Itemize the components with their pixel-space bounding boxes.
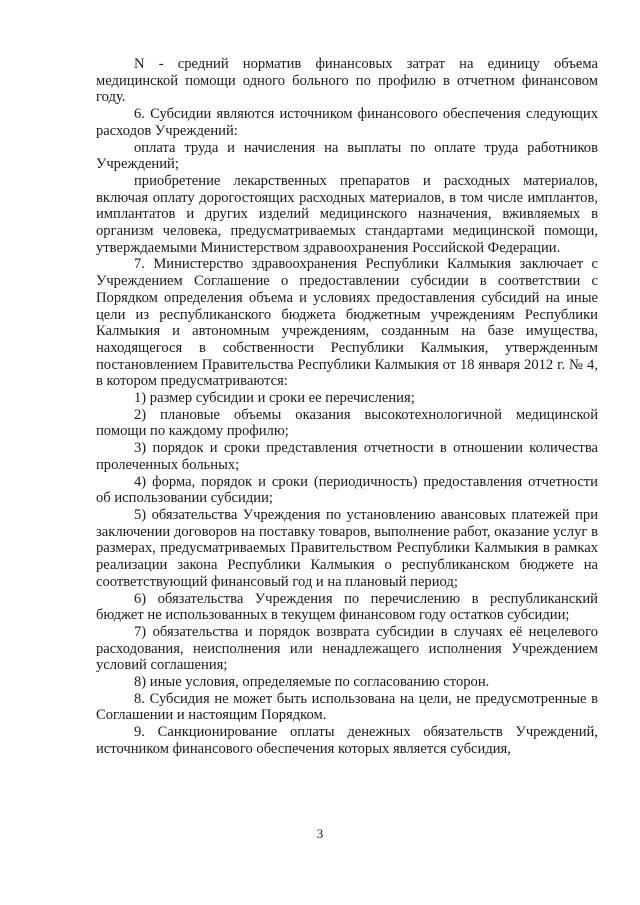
paragraph-6-item-labor: оплата труда и начисления на выплаты по оплате труда работников Учреждений;	[96, 139, 598, 173]
paragraph-7: 7. Министерство здравоохранения Республики Калмыкия заключает с Учреждением Соглашение о предоставлении субсидии в соответствии с Порядком определения объема и условиях предоставления субсидий на иные цели из республиканского бюджета бюджетным учреждениям Республики Калмыкия и автономным учреждениям, созданным на базе имущества, находящегося в собственности Республики Калмыкия, утвержденным постановлением Правительства Республики Калмыкия от 18 января 2012 г. № 4, в котором предусматриваются:	[96, 256, 598, 390]
paragraph-6: 6. Субсидии являются источником финансового обеспечения следующих расходов Учреждений:	[96, 106, 598, 139]
paragraph-6-item-medicines: приобретение лекарственных препаратов и расходных материалов, включая оплату дорогостоящих расходных материалов, в том числе имплантов, имплантатов и других изделий медицинского назначения, вживляемых в организм человека, предусматриваемых стандартами медицинской помощи, утверждаемыми Министерством здравоохранения Российской Федерации.	[96, 172, 598, 256]
paragraph-8: 8. Субсидия не может быть использована на цели, не предусмотренные в Соглашении и настоящим Порядком.	[96, 690, 598, 724]
paragraph-n-definition: N - средний норматив финансовых затрат на единицу объема медицинской помощи одного больного по профилю в отчетном финансовом году.	[96, 56, 598, 106]
body-text	[96, 56, 598, 758]
paragraph-7-item-5: 5) обязательства Учреждения по установлению авансовых платежей при заключении договоров на поставку товаров, выполнение работ, оказание услуг в размерах, предусматриваемых Правительством Республики Калмыкия в рамках реализации закона Республики Калмыкия о республиканском бюджете на соответствующий финансовый год и на плановый период;	[96, 506, 598, 590]
paragraph-9: 9. Санкционирование оплаты денежных обязательств Учреждений, источником финансового обеспечения которых является субсидия,	[96, 724, 598, 757]
paragraph-7-item-1: 1) размер субсидии и сроки ее перечисления;	[134, 390, 415, 407]
page-number: 3	[316, 826, 324, 841]
paragraph-7-item-2: 2) плановые объемы оказания высокотехнологичной медицинской помощи по каждому профилю;	[96, 406, 598, 440]
paragraph-7-item-3: 3) порядок и сроки представления отчетности в отношении количества пролеченных больных;	[96, 440, 598, 473]
paragraph-7-item-8: 8) иные условия, определяемые по согласованию сторон.	[134, 674, 490, 691]
paragraph-7-item-6: 6) обязательства Учреждения по перечислению в республиканский бюджет не использованных в текущем финансовом году остатков субсидии;	[96, 590, 598, 624]
paragraph-7-item-4: 4) форма, порядок и сроки (периодичность) предоставления отчетности об использовании субсидии;	[96, 473, 598, 507]
paragraph-7-item-7: 7) обязательства и порядок возврата субсидии в случаях её нецелевого расходования, неисполнения или ненадлежащего исполнения Учреждением условий соглашения;	[96, 623, 598, 674]
